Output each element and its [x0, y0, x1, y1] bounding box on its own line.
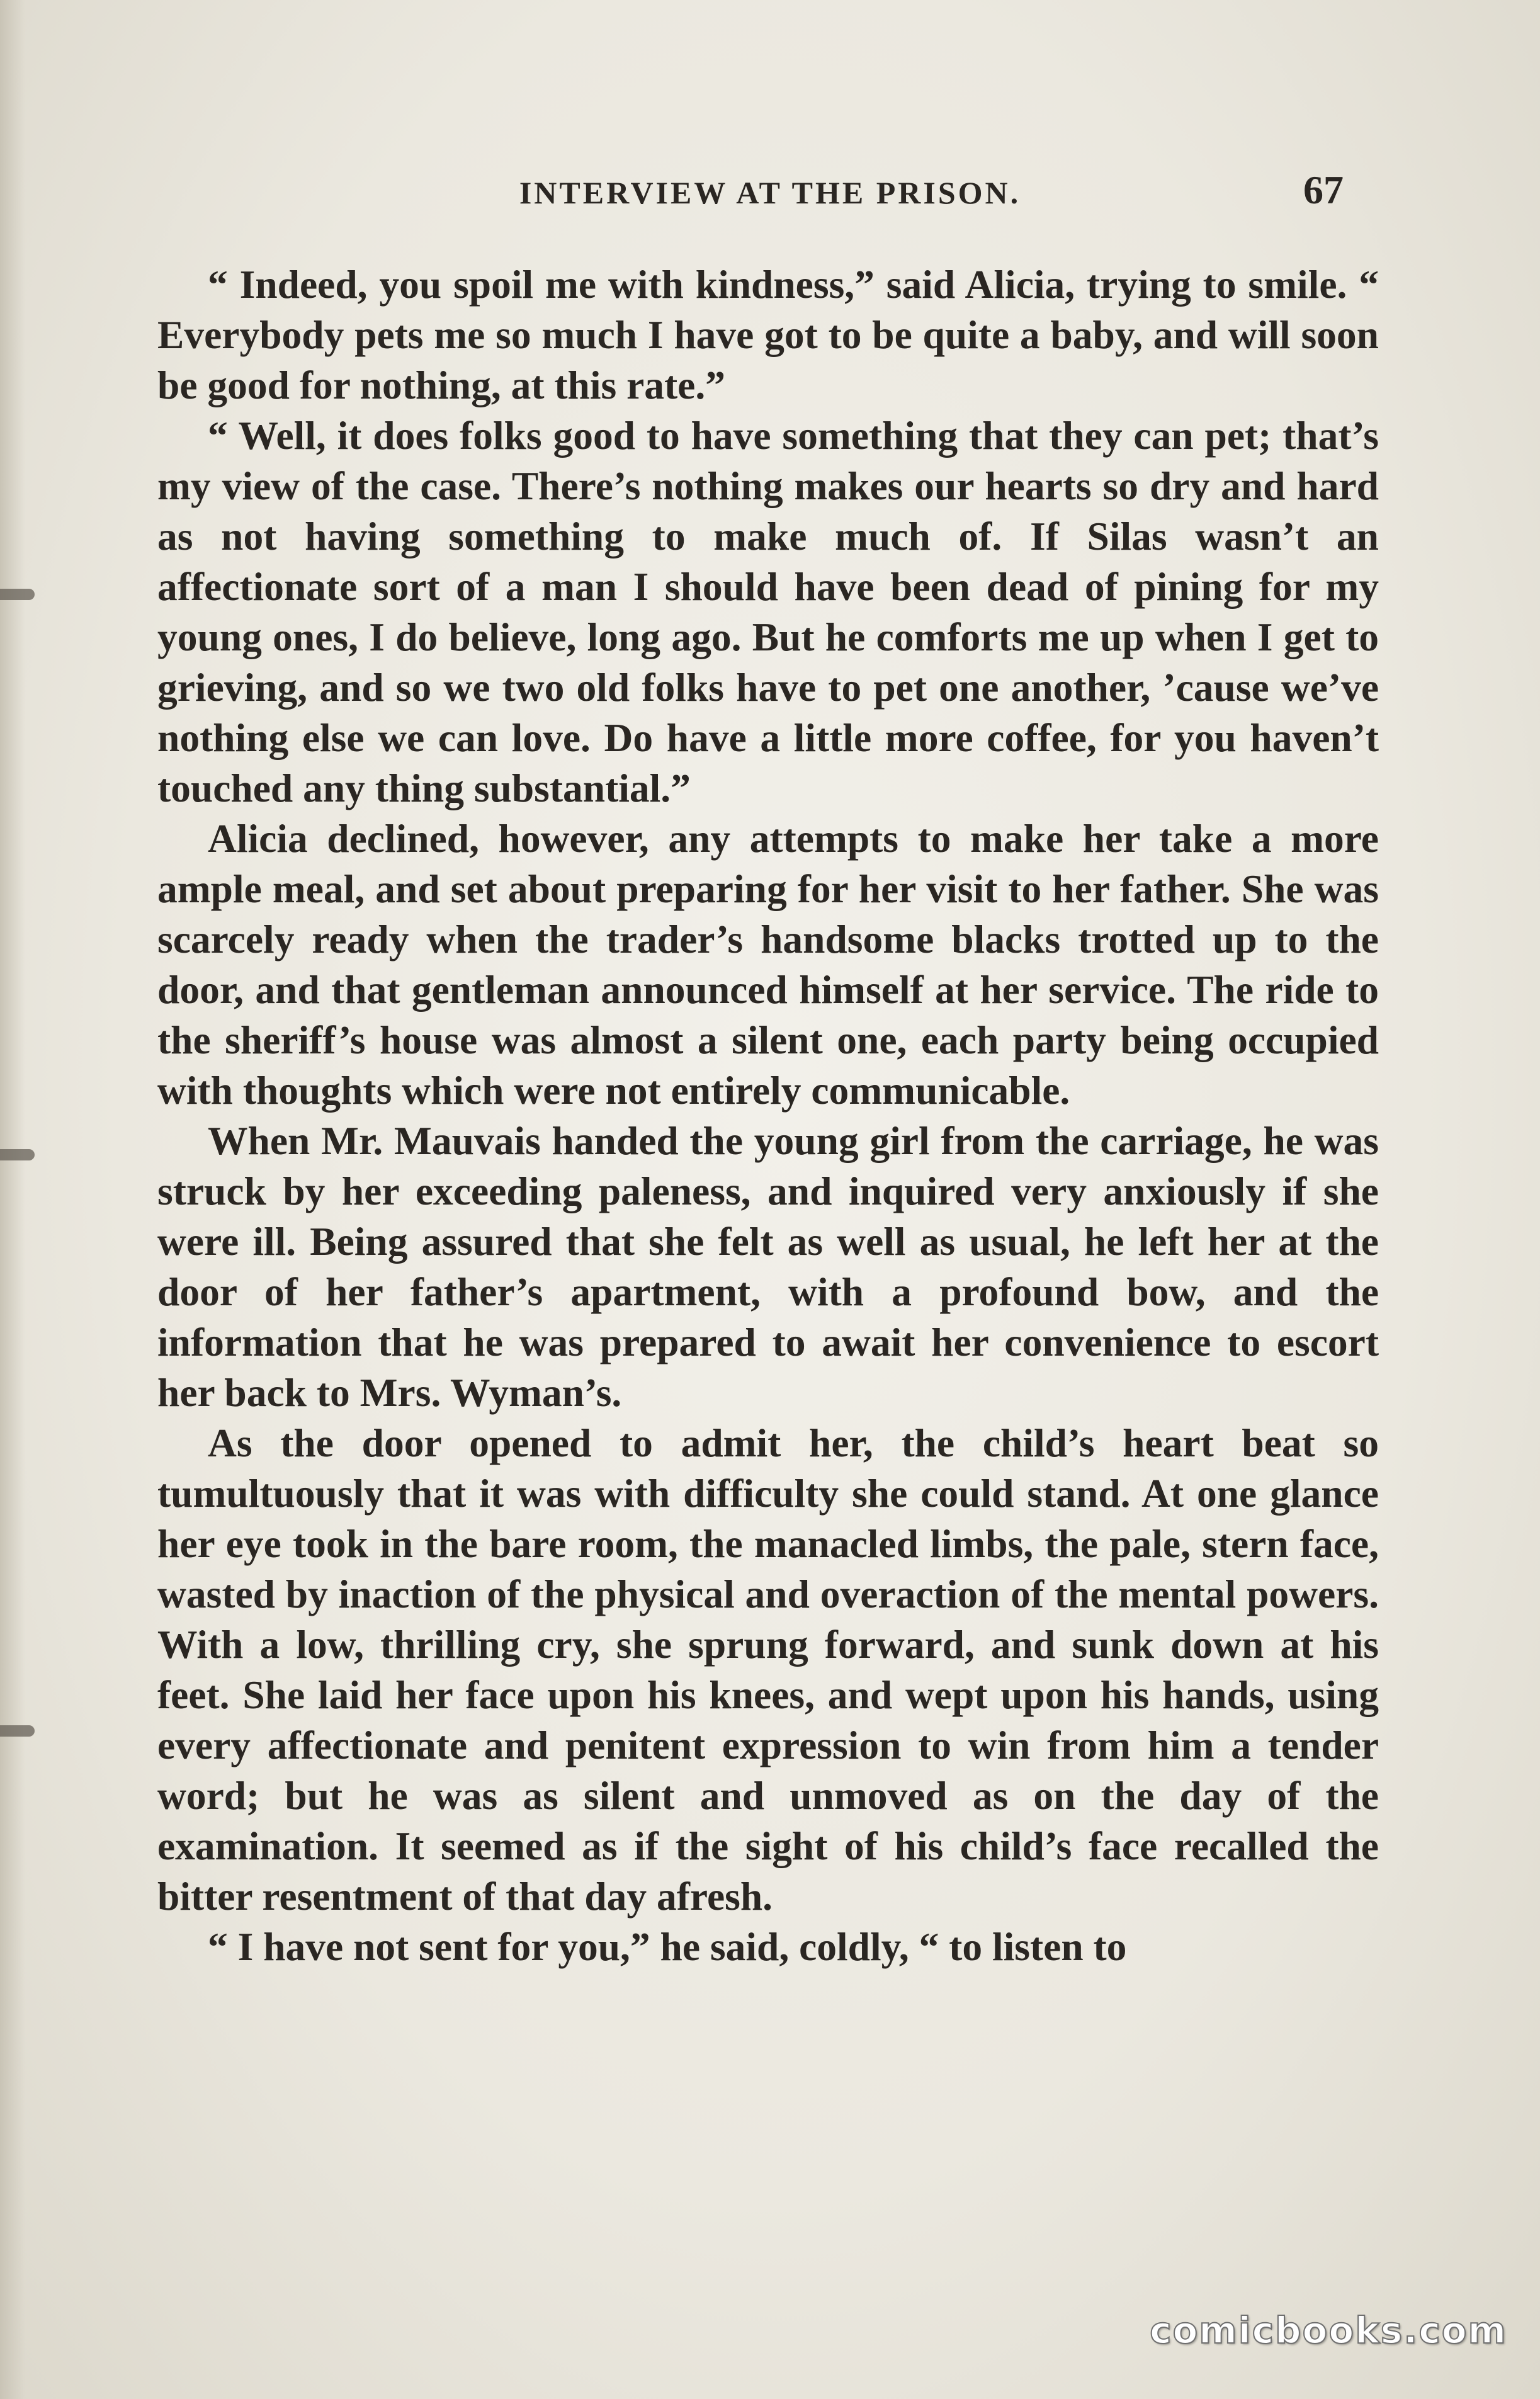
watermark: comicbooks.com [1150, 2309, 1507, 2352]
paragraph: As the door opened to admit her, the child’s heart beat so tumultuously that it was with difficulty she could stand. At one glance her eye took in the bare room, the manacled limbs, the pale, stern face, wasted by inaction of the physical and overaction of the mental powers. With a low, thrilling cry, she sprung forward, and sunk down at his feet. She laid her face upon his knees, and wept upon his hands, using every affectionate and penitent expression to win from him a tender word; but he was as silent and unmoved as on the day of the examination. It seemed as if the sight of his child’s face recalled the bitter resentment of that day afresh. [157, 1421, 1379, 1919]
paragraph: Alicia declined, however, any attempts to make her take a more ample meal, and set about preparing for her visit to her father. She was scarcely ready when the trader’s handsome blacks trotted up to the door, and that gentleman announced himself at her service. The ride to the sheriff’s house was almost a silent one, each party being occupied with thoughts which were not entirely communicable. [157, 816, 1379, 1113]
page-edge-mark [0, 1725, 35, 1737]
paragraph: “ Indeed, you spoil me with kindness,” said Alicia, trying to smile. “ Everybody pets me so much I have got to be quite a baby, and will soon be good for nothing, at this rate.” [157, 262, 1379, 407]
page-edge-shadow [0, 0, 25, 2399]
page-number: 67 [1303, 167, 1344, 212]
page-header [157, 167, 1383, 217]
paragraph: When Mr. Mauvais handed the young girl from the carriage, he was struck by her exceeding paleness, and inquired very anxiously if she were ill. Being assured that she felt as well as usual, he left her at the door of her father’s apartment, with a profound bow, and the information that he was prepared to await her convenience to escort her back to Mrs. Wyman’s. [157, 1118, 1379, 1415]
page-edge-mark [0, 589, 35, 600]
running-head: INTERVIEW AT THE PRISON. [519, 175, 1021, 210]
body-text [157, 259, 1379, 1972]
paragraph: “ Well, it does folks good to have something that they can pet; that’s my view of the case. There’s nothing makes our hearts so dry and hard as not having something to make much of. If Silas wasn’t an affectionate sort of a man I should have been dead of pining for my young ones, I do believe, long ago. But he comforts me up when I get to grieving, and so we two old folks have to pet one another, ’cause we’ve nothing else we can love. Do have a little more coffee, for you haven’t touched any thing substantial.” [157, 413, 1379, 810]
page-edge-mark [0, 1149, 35, 1160]
paragraph: “ I have not sent for you,” he said, coldly, “ to listen to [208, 1924, 1127, 1969]
